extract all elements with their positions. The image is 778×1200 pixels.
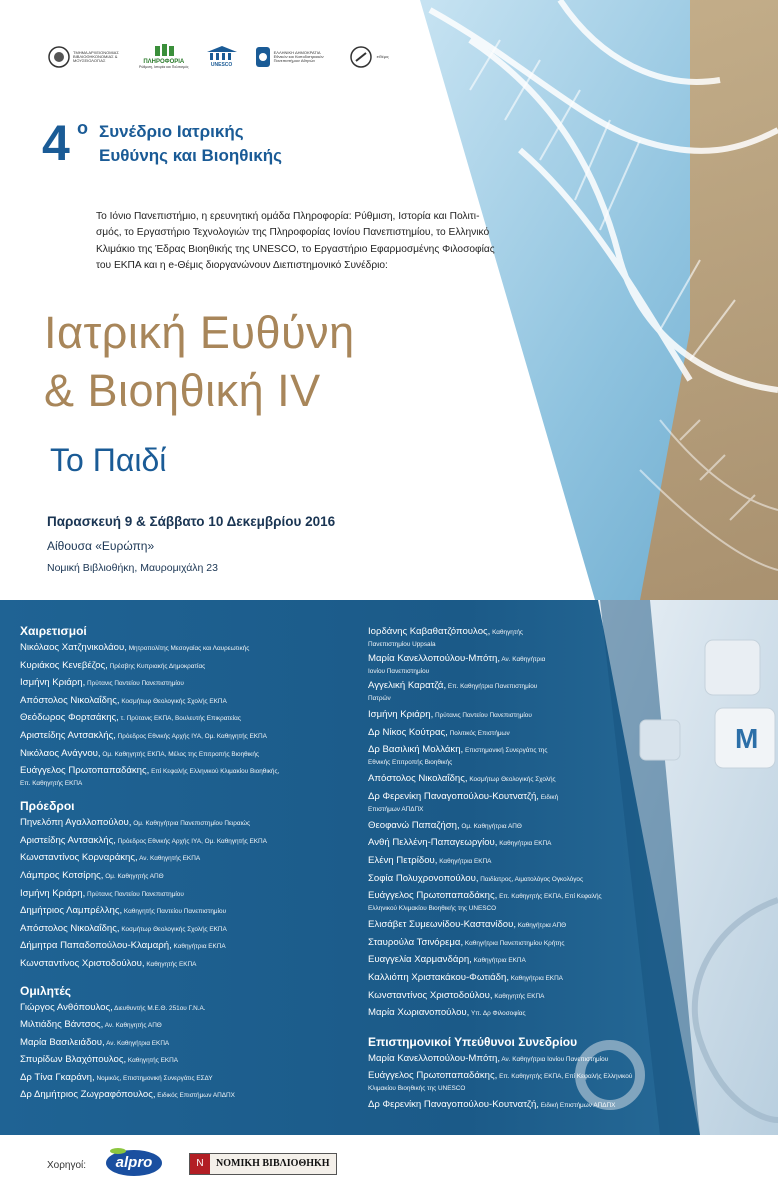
list-item: Ευάγγελος Πρωτοπαπαδάκης, Επί Κεφαλής Ελληνικού Κλιμακίου Βιοηθικής, Επ. Καθηγητής ΕΚΠΑ <box>20 765 280 788</box>
list-item: Δρ Βασιλική Μολλάκη, Επιστημονική Συνεργάτις της Εθνικής Επιτροπής Βιοηθικής <box>368 744 548 767</box>
list-item: Ευάγγελος Πρωτοπαπαδάκης, Επ. Καθηγητής ΕΚΠΑ, Επί Κεφαλής Ελληνικού Κλιμακίου Βιοηθικής της UNESCO <box>368 1070 633 1093</box>
list-item: Ευάγγελος Πρωτοπαπαδάκης, Επ. Καθηγητής ΕΚΠΑ, Επί Κεφαλής Ελληνικού Κλιμακίου Βιοηθικής της UNESCO <box>368 890 602 913</box>
intro-line: σμός, το Εργαστήριο Τεχνολογιών της Πληροφορίας Ιονίου Πανεπιστημίου, το Ελληνικό <box>96 227 490 239</box>
list-item: Ελένη Πετρίδου, Καθηγήτρια ΕΚΠΑ <box>368 854 492 866</box>
list-item: Κωνσταντίνος Χριστοδούλου, Καθηγητής ΕΚΠΑ <box>368 989 545 1001</box>
list-item: Νικόλαος Ανάγνου, Ομ. Καθηγητής ΕΚΠΑ, Μέλος της Επιτροπής Βιοηθικής <box>20 747 259 759</box>
list-item: Ιορδάνης Καβαθατζόπουλος, Καθηγητής Πανεπιστημίου Uppsala <box>368 626 523 648</box>
list-item: Σπυρίδων Βλαχόπουλος, Καθηγητής ΕΚΠΑ <box>20 1054 178 1066</box>
emblem-icon <box>255 46 271 68</box>
main-title-line1: Ιατρική Ευθύνη <box>44 307 355 358</box>
ionian-university-logo: ΤΜΗΜΑ ΑΡΧΕΙΟΝΟΜΙΑΣ ΒΙΒΛΙΟΘΗΚΟΝΟΜΙΑΣ & ΜΟΥΣΕΙΟΛΟΓΙΑΣ <box>48 46 121 68</box>
list-item: Ανθή Πελλένη-Παπαγεωργίου, Καθηγήτρια ΕΚΠΑ <box>368 837 552 849</box>
right-column <box>368 624 633 1115</box>
list-item: Απόστολος Νικολαΐδης, Κοσμήτωρ Θεολογικής Σχολής ΕΚΠΑ <box>20 694 227 706</box>
event-venue: Αίθουσα «Ευρώπη» <box>47 539 155 553</box>
sponsors-label: Χορηγοί: <box>47 1160 87 1171</box>
scientific-heading: Επιστημονικοί Υπεύθυνοι Συνεδρίου <box>368 1034 578 1049</box>
list-item: Λάμπρος Κοτσίρης, Ομ. Καθηγητής ΑΠΘ <box>20 869 164 881</box>
list-item: Θεοφανώ Παπαζήση, Ομ. Καθηγήτρια ΑΠΘ <box>368 819 522 831</box>
conference-title-line2: Ευθύνης και Βιοηθικής <box>99 146 282 165</box>
main-title-line2: & Βιοηθική IV <box>44 365 321 416</box>
list-item: Μαρία Χωριανοπούλου, Υπ. Δρ Φιλοσοφίας <box>368 1007 526 1019</box>
nomiki-logo-text: ΝΟΜΙΚΗ ΒΙΒΛΙΟΘΗΚΗ <box>210 1154 336 1174</box>
intro-paragraph <box>96 209 636 275</box>
conference-title <box>99 120 282 168</box>
list-item: Ισμήνη Κριάρη, Πρύτανις Παντείου Πανεπιστημίου <box>20 677 184 689</box>
logos-row <box>48 44 389 70</box>
list-item: Δρ Νίκος Κούτρας, Πολιτικός Επιστήμων <box>368 726 510 738</box>
speakers-heading: Ομιλητές <box>20 983 72 998</box>
list-item: Αριστείδης Αντσακλής, Πρόεδρος Εθνικής Αρχής ΙΥΑ, Ομ. Καθηγητής ΕΚΠΑ <box>20 729 267 741</box>
list-item: Αγγελική Καρατζά, Επ. Καθηγήτρια Πανεπιστημίου Πατρών <box>368 680 538 702</box>
list-item: Θεόδωρος Φορτσάκης, τ. Πρύτανις ΕΚΠΑ, Βουλευτής Επικρατείας <box>20 712 241 724</box>
list-item: Κωνσταντίνος Κορναράκης, Αν. Καθηγητής ΕΚΠΑ <box>20 852 201 864</box>
intro-line: Κλιμάκιο της Έδρας Βιοηθικής της UNESCO, το Εργαστήριο Εφαρμοσμένης Φιλοσοφίας <box>96 243 495 255</box>
alpro-logo: alpro <box>106 1150 162 1176</box>
list-item: Ελισάβετ Συμεωνίδου-Καστανίδου, Καθηγήτρια ΑΠΘ <box>368 919 567 931</box>
unesco-logo: UNESCO <box>207 46 237 68</box>
list-item: Γιώργος Ανθόπουλος, Διευθυντής Μ.Ε.Θ. 251ου Γ.Ν.Α. <box>20 1001 206 1013</box>
list-item: Καλλιόπη Χριστακάκου-Φωτιάδη, Καθηγήτρια ΕΚΠΑ <box>368 971 563 983</box>
list-item: Ισμήνη Κριάρη, Πρύτανις Παντείου Πανεπιστημίου <box>20 887 184 899</box>
list-item: Απόστολος Νικολαΐδης, Κοσμήτωρ Θεολογικής Σχολής <box>368 773 556 785</box>
event-address: Νομική Βιβλιοθήκη, Μαυρομιχάλη 23 <box>47 562 218 574</box>
people-icon <box>153 44 175 58</box>
list-item: Ισμήνη Κριάρη, Πρύτανις Παντείου Πανεπιστημίου <box>368 709 532 720</box>
bioethics-chair-logo: ΕΛΛΗΝΙΚΗ ΔΗΜΟΚΡΑΤΙΑ Εθνικόν και Καποδιστριακόν Πανεπιστήμιον Αθηνών <box>255 46 332 68</box>
temple-icon <box>207 46 237 62</box>
event-date: Παρασκευή 9 & Σάββατο 10 Δεκεμβρίου 2016 <box>47 514 336 529</box>
plirophoria-logo: ΠΛΗΡΟΦΟΡΙΑ Ρύθμιση, Ιστορία και Πολιτισμός <box>139 44 189 70</box>
chairs-heading: Πρόεδροι <box>20 799 75 814</box>
list-item: Δρ Τίνα Γκαράνη, Νομικός, Επιστημονική Συνεργάτις ΕΣΔΥ <box>20 1071 213 1083</box>
leaf-icon <box>110 1148 126 1154</box>
list-item: Σοφία Πολυχρονοπούλου, Παιδίατρος, Αιματολόγος Ογκολόγος <box>368 872 584 884</box>
main-title <box>44 304 355 420</box>
list-item: Αριστείδης Αντσακλής, Πρόεδρος Εθνικής Αρχής ΙΥΑ, Ομ. Καθηγητής ΕΚΠΑ <box>20 834 267 846</box>
list-item: Νικόλαος Χατζηνικολάου, Μητροπολίτης Μεσογαίας και Λαυρεωτικής <box>20 642 250 653</box>
list-item: Σταυρούλα Τσινόρεμα, Καθηγήτρια Πανεπιστημίου Κρήτης <box>368 936 565 948</box>
e-themis-logo: eΘέμις <box>350 46 389 68</box>
list-item: Ευαγγελία Χαρμανδάρη, Καθηγήτρια ΕΚΠΑ <box>368 954 526 966</box>
svg-text:Μ: Μ <box>735 723 759 754</box>
list-item: Μιλτιάδης Βάντσος, Αν. Καθηγητής ΑΠΘ <box>20 1019 162 1031</box>
conference-title-line1: Συνέδριο Ιατρικής <box>99 122 244 141</box>
list-item: Απόστολος Νικολαΐδης, Κοσμήτωρ Θεολογικής Σχολής ΕΚΠΑ <box>20 922 227 934</box>
list-item: Πηνελόπη Αγαλλοπούλου, Ομ. Καθηγήτρια Πανεπιστημίου Πειραιώς <box>20 817 251 829</box>
list-item: Κυριάκος Κενεβέζος, Πρέσβης Κυπριακής Δημοκρατίας <box>20 659 206 671</box>
themis-icon <box>350 46 374 68</box>
intro-line: του ΕΚΠΑ και η e-Θέμις διοργανώνουν Διεπιστημονικό Συνέδριο: <box>96 260 388 272</box>
seal-icon <box>48 46 70 68</box>
greetings-heading: Χαιρετισμοί <box>20 624 87 638</box>
left-column <box>20 624 360 1105</box>
list-item: Δημήτριος Λαμπρέλλης, Καθηγητής Παντείου Πανεπιστημίου <box>20 905 227 917</box>
list-item: Μαρία Κανελλοπούλου-Μπότη, Αν. Καθηγήτρια Ιονίου Πανεπιστημίου <box>368 1052 609 1064</box>
list-item: Μαρία Κανελλοπούλου-Μπότη, Αν. Καθηγήτρια Ιονίου Πανεπιστημίου <box>368 653 546 675</box>
sub-title: Το Παιδί <box>50 442 167 478</box>
nomiki-mark-icon: Ν <box>190 1154 210 1174</box>
list-item: Δρ Δημήτριος Ζωγραφόπουλος, Ειδικός Επιστήμων ΑΠΔΠΧ <box>20 1089 235 1101</box>
conference-number: 4 <box>42 115 69 171</box>
conference-ordinal-suffix: ο <box>77 118 88 138</box>
list-item: Μαρία Βασιλειάδου, Αν. Καθηγήτρια ΕΚΠΑ <box>20 1036 170 1048</box>
intro-line: Το Ιόνιο Πανεπιστήμιο, η ερευνητική ομάδα Πληροφορία: Ρύθμιση, Ιστορία και Πολιτι- <box>96 211 480 222</box>
nomiki-vivliothiki-logo <box>189 1153 337 1175</box>
list-item: Δρ Φερενίκη Παναγοπούλου-Κουτνατζή, Ειδική Επιστήμων ΑΠΔΠΧ <box>368 790 559 813</box>
list-item: Δήμητρα Παπαδοπούλου-Κλαμαρή, Καθηγήτρια ΕΚΠΑ <box>20 940 226 952</box>
list-item: Κωνσταντίνος Χριστοδούλου, Καθηγητής ΕΚΠΑ <box>20 957 197 969</box>
list-item: Δρ Φερενίκη Παναγοπούλου-Κουτνατζή, Ειδική Επιστήμων ΑΠΔΠΧ <box>368 1099 616 1111</box>
